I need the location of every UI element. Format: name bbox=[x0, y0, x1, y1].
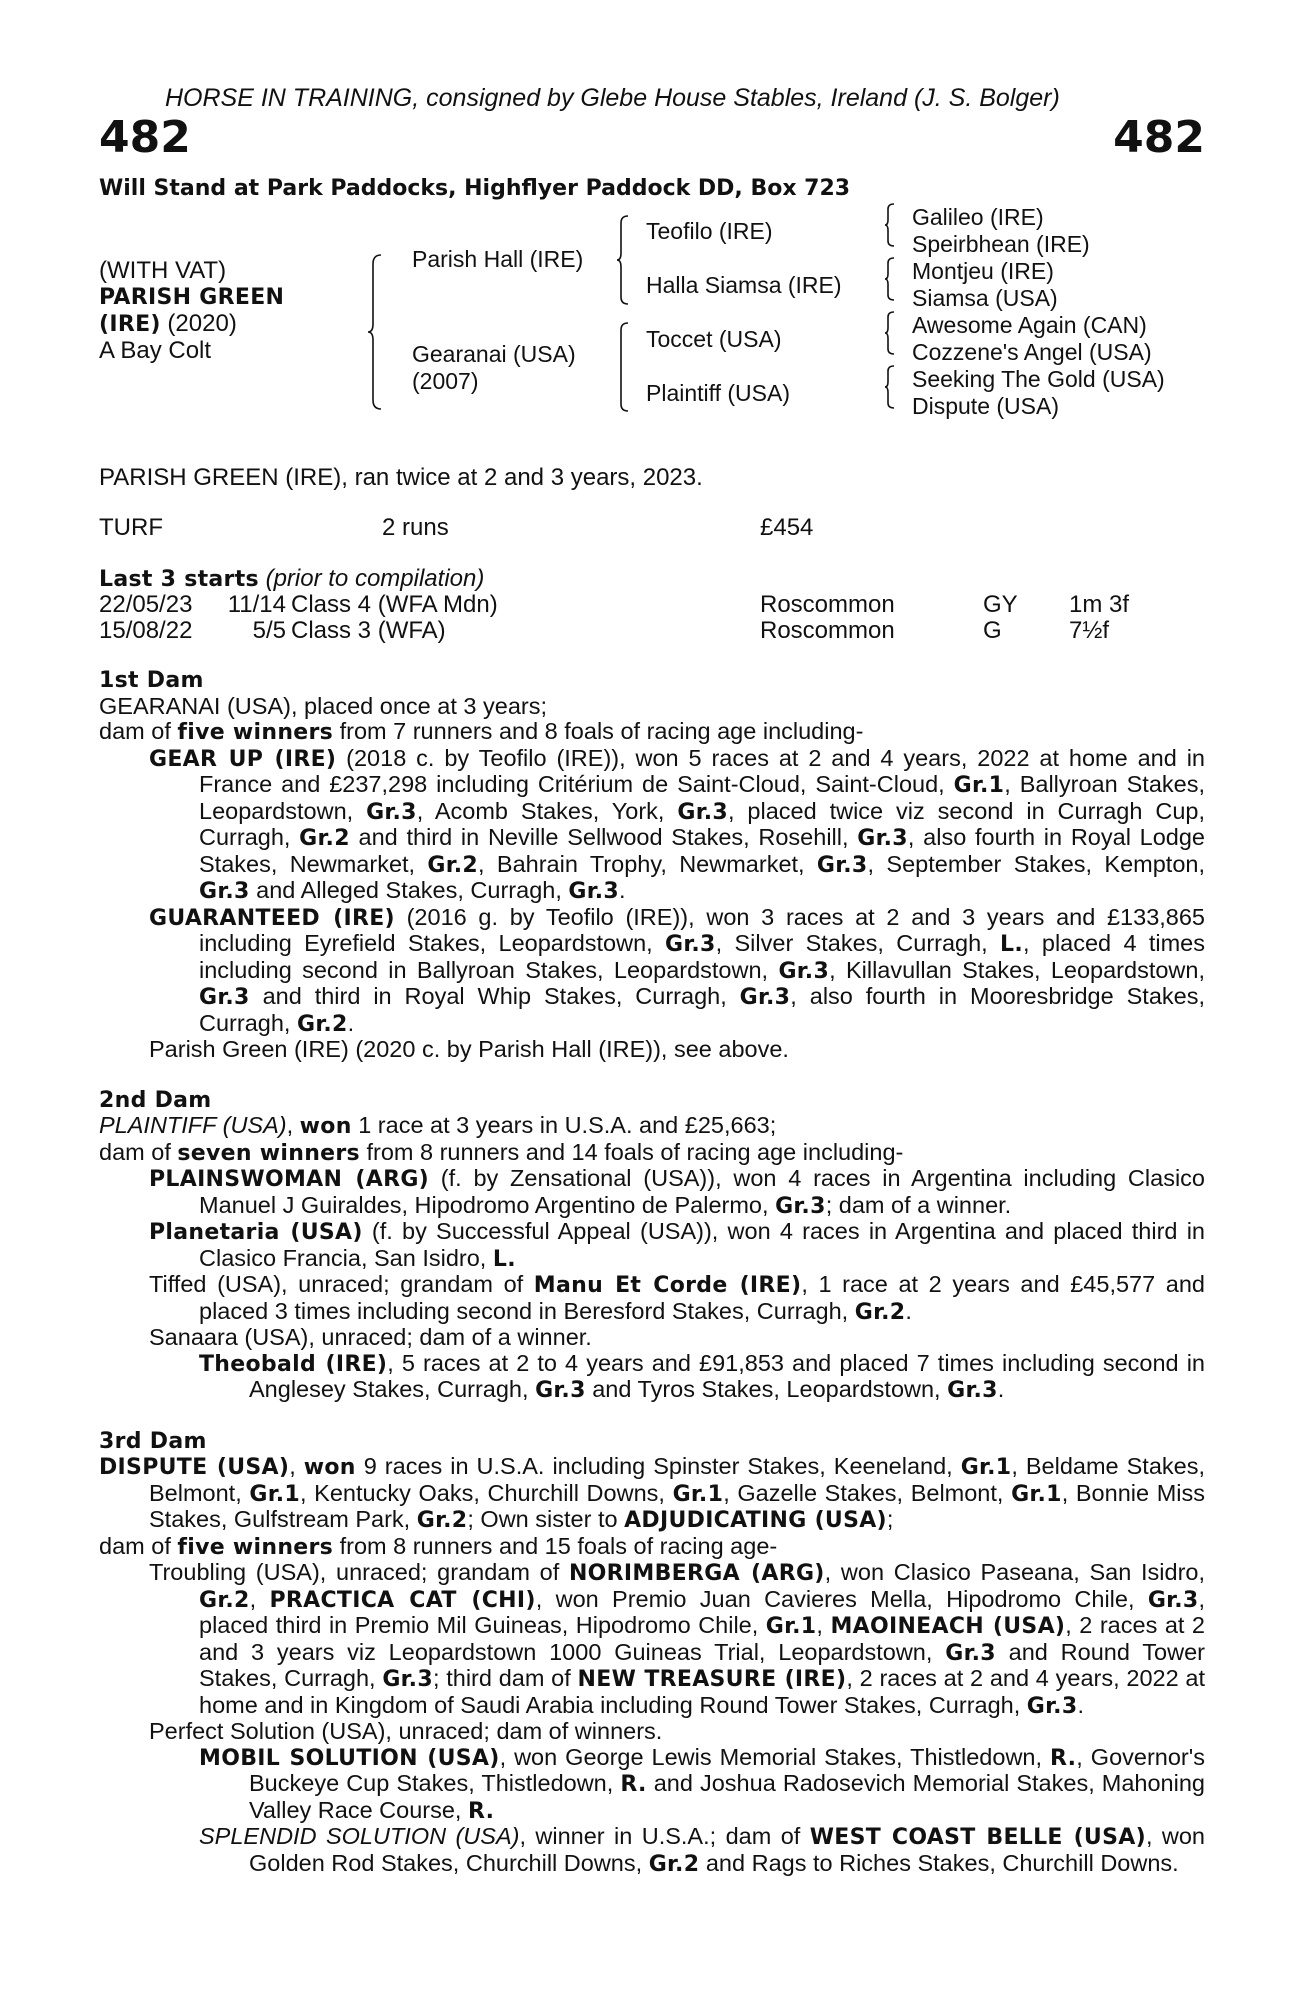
pedigree-sire-dam: Halla Siamsa (IRE) bbox=[646, 272, 842, 298]
start-course: Roscommon bbox=[760, 616, 895, 644]
family-section bbox=[99, 668, 1205, 1877]
second-dam-heading: 2nd Dam bbox=[99, 1087, 212, 1113]
produce-entry: SPLENDID SOLUTION (USA), winner in U.S.A.; dam of WEST COAST BELLE (USA), won Golden Rod Stakes, Churchill Downs, Gr.2 and Rags to Riches Stakes, Churchill Downs. bbox=[199, 1823, 1205, 1877]
third-dam-line: DISPUTE (USA), won 9 races in U.S.A. including Spinster Stakes, Keeneland, Gr.1, Beldame Stakes, Belmont, Gr.1, Kentucky Oaks, Churchill Downs, Gr.1, Gazelle Stakes, Belmont, Gr.1, Bonnie Miss Stakes, Gulfstream Park, Gr.2; Own sister to ADJUDICATING (USA); bbox=[99, 1453, 1205, 1533]
start-date: 15/08/22 bbox=[99, 616, 193, 644]
horse-name: PARISH GREEN bbox=[99, 285, 285, 310]
pedigree-dam-year: (2007) bbox=[412, 368, 479, 394]
pedigree-sire-sire: Teofilo (IRE) bbox=[646, 218, 773, 244]
turf-earnings: £454 bbox=[760, 514, 814, 541]
start-race: Class 3 (WFA) bbox=[291, 616, 446, 644]
start-going: GY bbox=[983, 591, 1018, 618]
produce-entry: Planetaria (USA) (f. by Successful Appeal (USA)), won 4 races in Argentina and placed third in Clasico Francia, San Isidro, L. bbox=[149, 1218, 1205, 1272]
produce-entry: PLAINSWOMAN (ARG) (f. by Zensational (USA)), won 4 races in Argentina including Clasico Manuel J Guiraldes, Hipodromo Argentino de Palermo, Gr.3; dam of a winner. bbox=[149, 1165, 1205, 1219]
pedigree-gg: Montjeu (IRE) bbox=[912, 258, 1054, 284]
second-dam-line: PLAINTIFF (USA), won 1 race at 3 years in U.S.A. and £25,663; bbox=[99, 1112, 777, 1139]
turf-label: TURF bbox=[99, 514, 163, 541]
second-dam-produce: dam of seven winners from 8 runners and 14 foals of racing age including- bbox=[99, 1138, 904, 1166]
horse-description: A Bay Colt bbox=[99, 337, 212, 364]
pedigree-gg: Dispute (USA) bbox=[912, 393, 1059, 419]
pedigree-gg: Seeking The Gold (USA) bbox=[912, 366, 1165, 392]
pedigree-gg: Speirbhean (IRE) bbox=[912, 231, 1090, 257]
pedigree-brace-gg2 bbox=[884, 257, 896, 301]
start-going: G bbox=[983, 616, 1002, 644]
pedigree-sire: Parish Hall (IRE) bbox=[412, 246, 584, 272]
pedigree-brace-gg3 bbox=[884, 311, 896, 355]
produce-entry: Troubling (USA), unraced; grandam of NORIMBERGA (ARG), won Clasico Paseana, San Isidro, Gr.2, PRACTICA CAT (CHI), won Premio Juan Cavieres Mella, Hipodromo Chile, Gr.3, placed third in Premio Mil Guineas, Hipodromo Chile, Gr.1, MAOINEACH (USA), 2 races at 2 and 3 years viz Leopardstown 1000 Guineas Trial, Leopardstown, Gr.3 and Round Tower Stakes, Curragh, Gr.3; third dam of NEW TREASURE (IRE), 2 races at 2 and 4 years, 2022 at home and in Kingdom of Saudi Arabia including Round Tower Stakes, Curragh, Gr.3. bbox=[149, 1559, 1206, 1719]
start-pos: 11/14 bbox=[227, 591, 286, 618]
first-dam-heading: 1st Dam bbox=[99, 668, 204, 693]
produce-entry: Perfect Solution (USA), unraced; dam of winners. bbox=[149, 1718, 663, 1744]
lot-number-right: 482 bbox=[1113, 112, 1205, 163]
catalogue-page bbox=[99, 0, 1205, 2000]
lot-number-left: 482 bbox=[99, 112, 191, 163]
start-course: Roscommon bbox=[760, 591, 895, 618]
pedigree-brace-gg1 bbox=[884, 203, 896, 247]
start-dist: 7½f bbox=[1069, 616, 1110, 644]
first-dam-line: GEARANAI (USA), placed once at 3 years; bbox=[99, 692, 547, 719]
start-dist: 1m 3f bbox=[1069, 591, 1130, 618]
pedigree-dam: Gearanai (USA) bbox=[412, 341, 576, 367]
last-starts-heading: Last 3 starts (prior to compilation) bbox=[99, 565, 485, 592]
pedigree-brace-dam bbox=[616, 322, 630, 412]
produce-entry: Parish Green (IRE) (2020 c. by Parish Hall (IRE)), see above. bbox=[149, 1036, 789, 1062]
third-dam-produce: dam of five winners from 8 runners and 15 foals of racing age- bbox=[99, 1532, 778, 1560]
turf-runs: 2 runs bbox=[382, 514, 449, 541]
race-summary: PARISH GREEN (IRE), ran twice at 2 and 3 years, 2023. bbox=[99, 464, 703, 491]
produce-entry: Sanaara (USA), unraced; dam of a winner. bbox=[149, 1324, 592, 1350]
horse-country-year: (IRE) (2020) bbox=[99, 310, 237, 337]
produce-entry: GUARANTEED (IRE) (2016 g. by Teofilo (IRE)), won 3 races at 2 and 3 years and £133,865 including Eyrefield Stakes, Leopardstown, Gr.3, Silver Stakes, Curragh, L., placed 4 times including second in Ballyroan Stakes, Leopardstown, Gr.3, Killavullan Stakes, Leopardstown, Gr.3 and third in Royal Whip Stakes, Curragh, Gr.3, also fourth in Mooresbridge Stakes, Curragh, Gr.2. bbox=[149, 903, 1205, 1037]
produce-entry: GEAR UP (IRE) (2018 c. by Teofilo (IRE)), won 5 races at 2 and 4 years, 2022 at home and in France and £237,298 including Critérium de Saint-Cloud, Saint-Cloud, Gr.1, Ballyroan Stakes, Leopardstown, Gr.3, Acomb Stakes, York, Gr.3, placed twice viz second in Curragh Cup, Curragh, Gr.2 and third in Neville Sellwood Stakes, Rosehill, Gr.3, also fourth in Royal Lodge Stakes, Newmarket, Gr.2, Bahrain Trophy, Newmarket, Gr.3, September Stakes, Kempton, Gr.3 and Alleged Stakes, Curragh, Gr.3. bbox=[149, 744, 1205, 904]
produce-entry: Theobald (IRE), 5 races at 2 to 4 years and £91,853 and placed 7 times including second in Anglesey Stakes, Curragh, Gr.3 and Tyros Stakes, Leopardstown, Gr.3. bbox=[199, 1349, 1205, 1403]
pedigree-dam-sire: Toccet (USA) bbox=[646, 326, 782, 352]
pedigree-brace-gg4 bbox=[884, 365, 896, 409]
pedigree-gg: Siamsa (USA) bbox=[912, 285, 1058, 311]
pedigree-gg: Galileo (IRE) bbox=[912, 204, 1044, 230]
pedigree-brace-main bbox=[367, 254, 383, 410]
start-race: Class 4 (WFA Mdn) bbox=[291, 591, 498, 618]
consignor-header: HORSE IN TRAINING, consigned by Glebe House Stables, Ireland (J. S. Bolger) bbox=[165, 84, 1060, 112]
start-pos: 5/5 bbox=[252, 616, 286, 644]
pedigree-gg: Awesome Again (CAN) bbox=[912, 312, 1147, 338]
start-date: 22/05/23 bbox=[99, 591, 193, 618]
pedigree-gg: Cozzene's Angel (USA) bbox=[912, 339, 1152, 365]
produce-entry: Tiffed (USA), unraced; grandam of Manu Et Corde (IRE), 1 race at 2 years and £45,577 and placed 3 times including second in Beresford Stakes, Curragh, Gr.2. bbox=[149, 1271, 1205, 1325]
pedigree-dam-dam: Plaintiff (USA) bbox=[646, 380, 791, 406]
produce-entry: MOBIL SOLUTION (USA), won George Lewis Memorial Stakes, Thistledown, R., Governor's Buckeye Cup Stakes, Thistledown, R. and Joshua Radosevich Memorial Stakes, Mahoning Valley Race Course, R. bbox=[199, 1743, 1205, 1824]
pedigree-brace-sire bbox=[616, 215, 630, 305]
first-dam-produce: dam of five winners from 7 runners and 8 foals of racing age including- bbox=[99, 718, 864, 745]
vat-note: (WITH VAT) bbox=[99, 257, 227, 284]
third-dam-heading: 3rd Dam bbox=[99, 1428, 207, 1454]
stand-location: Will Stand at Park Paddocks, Highflyer Paddock DD, Box 723 bbox=[99, 176, 851, 201]
